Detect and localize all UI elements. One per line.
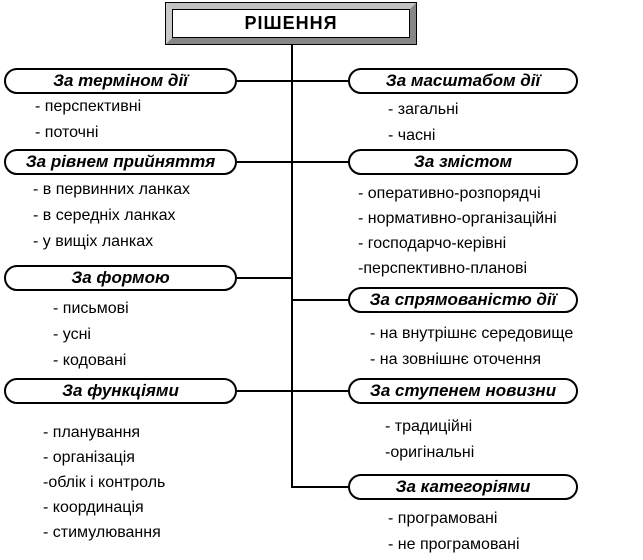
root-node-box: [165, 2, 417, 45]
list-item: - планування: [43, 424, 141, 441]
connector-za-kategoriyamy: [291, 486, 350, 488]
category-za-spryamovanistyu: За спрямованістю дії: [348, 287, 578, 313]
category-za-stupenem-novyzny: За ступенем новизни: [348, 378, 578, 404]
list-item: - часні: [388, 127, 436, 144]
list-item: - загальні: [388, 101, 459, 118]
list-item: - письмові: [53, 300, 129, 317]
list-item: - у вищіх ланках: [33, 233, 154, 250]
item-list-za-spryamovanistyu: [370, 321, 573, 373]
list-item: - поточні: [35, 124, 99, 141]
category-za-formoyu: За формою: [4, 265, 237, 291]
list-item: -оригінальні: [385, 444, 475, 461]
list-item: - нормативно-організаційні: [358, 210, 557, 227]
list-item: - в середніх ланках: [33, 207, 176, 224]
list-item: - в первинних ланках: [33, 181, 190, 198]
connector-row2: [237, 161, 350, 163]
category-za-zmistom: За змістом: [348, 149, 578, 175]
category-za-masshtabom-diyi: За масштабом дії: [348, 68, 578, 94]
list-item: -перспективно-планові: [358, 260, 528, 277]
list-item: - усні: [53, 326, 91, 343]
item-list-za-kategoriyamy: [388, 506, 520, 558]
connector-row4: [237, 390, 350, 392]
list-item: - традиційні: [385, 418, 473, 435]
item-list-za-zmistom: [358, 181, 557, 281]
category-za-funktsiyamy: За функціями: [4, 378, 237, 404]
list-item: - перспективні: [35, 98, 142, 115]
list-item: -облік і контроль: [43, 474, 166, 491]
item-list-za-terminom-diyi: [35, 94, 141, 146]
category-za-kategoriyamy: За категоріями: [348, 474, 578, 500]
root-node-title: РІШЕННЯ: [172, 9, 410, 38]
list-item: - оперативно-розпорядчі: [358, 185, 541, 202]
list-item: - господарчо-керівні: [358, 235, 507, 252]
connector-row1: [237, 80, 350, 82]
list-item: - кодовані: [53, 352, 127, 369]
item-list-za-stupenem-novyzny: [385, 414, 474, 466]
item-list-za-formoyu: [53, 296, 129, 374]
list-item: - на внутрішнє середовище: [370, 325, 574, 342]
list-item: - на зовнішнє оточення: [370, 351, 541, 368]
connector-trunk-vertical: [291, 45, 293, 488]
item-list-za-funktsiyamy: [43, 420, 165, 545]
category-za-rivnem-pryinyattya: За рівнем прийняття: [4, 149, 237, 175]
list-item: - не програмовані: [388, 536, 520, 553]
root-node-bevel-frame: [166, 3, 416, 44]
list-item: - програмовані: [388, 510, 498, 527]
item-list-za-masshtabom-diyi: [388, 97, 458, 149]
connector-za-spryamovanistyu: [291, 299, 350, 301]
list-item: - організація: [43, 449, 135, 466]
category-za-terminom-diyi: За терміном дії: [4, 68, 237, 94]
list-item: - координація: [43, 499, 144, 516]
item-list-za-rivnem-pryinyattya: [33, 177, 190, 255]
connector-za-formoyu: [237, 277, 293, 279]
list-item: - стимулювання: [43, 524, 161, 541]
